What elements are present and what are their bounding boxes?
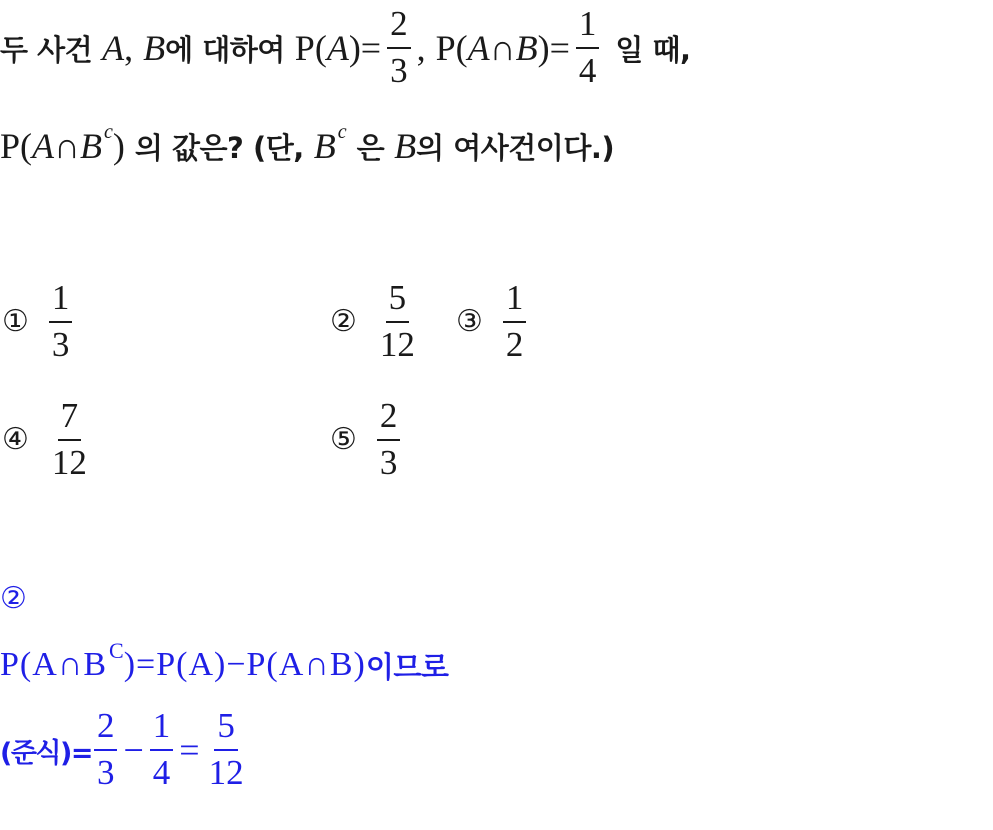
choice-3[interactable] bbox=[456, 280, 532, 364]
answer-text: 이므로 bbox=[365, 649, 449, 684]
math-op: ∩ bbox=[54, 126, 81, 166]
question-text: 은 bbox=[356, 130, 385, 165]
complement-superscript: c bbox=[337, 120, 347, 143]
math-expr: ) bbox=[112, 126, 125, 166]
choice-5[interactable] bbox=[330, 398, 406, 482]
math-var: A bbox=[32, 126, 55, 166]
answer-line-2 bbox=[0, 708, 253, 792]
answer-superscript: C bbox=[109, 638, 124, 663]
question-text: 의 여사건이다.) bbox=[416, 130, 615, 165]
fraction-numerator: 1 bbox=[49, 280, 73, 323]
fraction-numerator: 5 bbox=[214, 708, 238, 751]
math-expr: P( bbox=[435, 28, 468, 68]
fraction bbox=[150, 708, 174, 792]
fraction bbox=[49, 398, 90, 482]
fraction-denominator: 3 bbox=[379, 442, 398, 482]
question-text: 의 값은? (단, bbox=[134, 130, 304, 165]
answer-mark-line bbox=[0, 576, 41, 620]
math-var: A bbox=[467, 28, 490, 68]
fraction-denominator: 12 bbox=[208, 753, 244, 792]
fraction-denominator: 3 bbox=[51, 324, 70, 364]
fraction-denominator: 3 bbox=[390, 51, 408, 90]
fraction-denominator: 2 bbox=[505, 324, 524, 364]
choice-marker: ③ bbox=[456, 304, 483, 340]
fraction-denominator: 12 bbox=[379, 324, 415, 364]
fraction bbox=[387, 6, 411, 90]
answer-marker: ② bbox=[0, 580, 27, 616]
answer-label: (준식)= bbox=[0, 737, 92, 769]
math-var: B bbox=[394, 126, 417, 166]
choice-marker: ② bbox=[330, 304, 357, 340]
complement-superscript: c bbox=[104, 120, 113, 143]
math-expr: )= bbox=[537, 28, 570, 68]
question-text: 에 대하여 bbox=[165, 32, 285, 67]
question-line-2 bbox=[0, 118, 614, 174]
math-punct: , bbox=[124, 28, 134, 68]
math-op: − bbox=[123, 730, 144, 770]
fraction bbox=[503, 280, 527, 364]
question-line-1 bbox=[0, 6, 691, 90]
fraction-denominator: 4 bbox=[152, 753, 171, 792]
math-var: A bbox=[102, 28, 125, 68]
question-text: 일 때, bbox=[615, 32, 691, 67]
math-var: A bbox=[326, 28, 349, 68]
fraction-numerator: 1 bbox=[150, 708, 174, 751]
fraction bbox=[94, 708, 118, 792]
fraction bbox=[377, 280, 418, 364]
choice-1[interactable] bbox=[2, 280, 78, 364]
fraction-denominator: 12 bbox=[51, 442, 87, 482]
fraction-denominator: 4 bbox=[578, 51, 597, 90]
answer-line-1 bbox=[0, 640, 448, 690]
math-expr: P( bbox=[0, 126, 33, 166]
math-op: = bbox=[179, 730, 200, 770]
fraction-denominator: 3 bbox=[96, 753, 115, 792]
choice-2[interactable] bbox=[330, 280, 424, 364]
math-var: B bbox=[515, 28, 538, 68]
choice-marker: ⑤ bbox=[330, 422, 357, 458]
math-punct: , bbox=[416, 28, 426, 68]
fraction-numerator: 2 bbox=[387, 6, 411, 49]
math-var: B bbox=[143, 28, 166, 68]
fraction bbox=[206, 708, 247, 792]
math-op: ∩ bbox=[489, 28, 516, 68]
choice-4[interactable] bbox=[2, 398, 96, 482]
choice-marker: ④ bbox=[2, 422, 29, 458]
math-expr: P( bbox=[294, 28, 327, 68]
fraction bbox=[49, 280, 73, 364]
fraction-numerator: 2 bbox=[94, 708, 118, 751]
math-var: B bbox=[313, 126, 336, 166]
answer-math: )=P(A)−P(A∩B) bbox=[123, 646, 366, 683]
fraction bbox=[576, 6, 600, 90]
fraction-numerator: 5 bbox=[386, 280, 410, 323]
fraction-numerator: 2 bbox=[377, 398, 401, 441]
fraction-numerator: 7 bbox=[58, 398, 82, 441]
answer-math: P(A∩B bbox=[0, 646, 108, 683]
choice-marker: ① bbox=[2, 304, 29, 340]
question-text: 두 사건 bbox=[0, 32, 93, 67]
fraction bbox=[377, 398, 401, 482]
fraction-numerator: 1 bbox=[576, 6, 600, 49]
math-var: B bbox=[80, 126, 103, 166]
math-expr: )= bbox=[348, 28, 382, 68]
fraction-numerator: 1 bbox=[503, 280, 527, 323]
